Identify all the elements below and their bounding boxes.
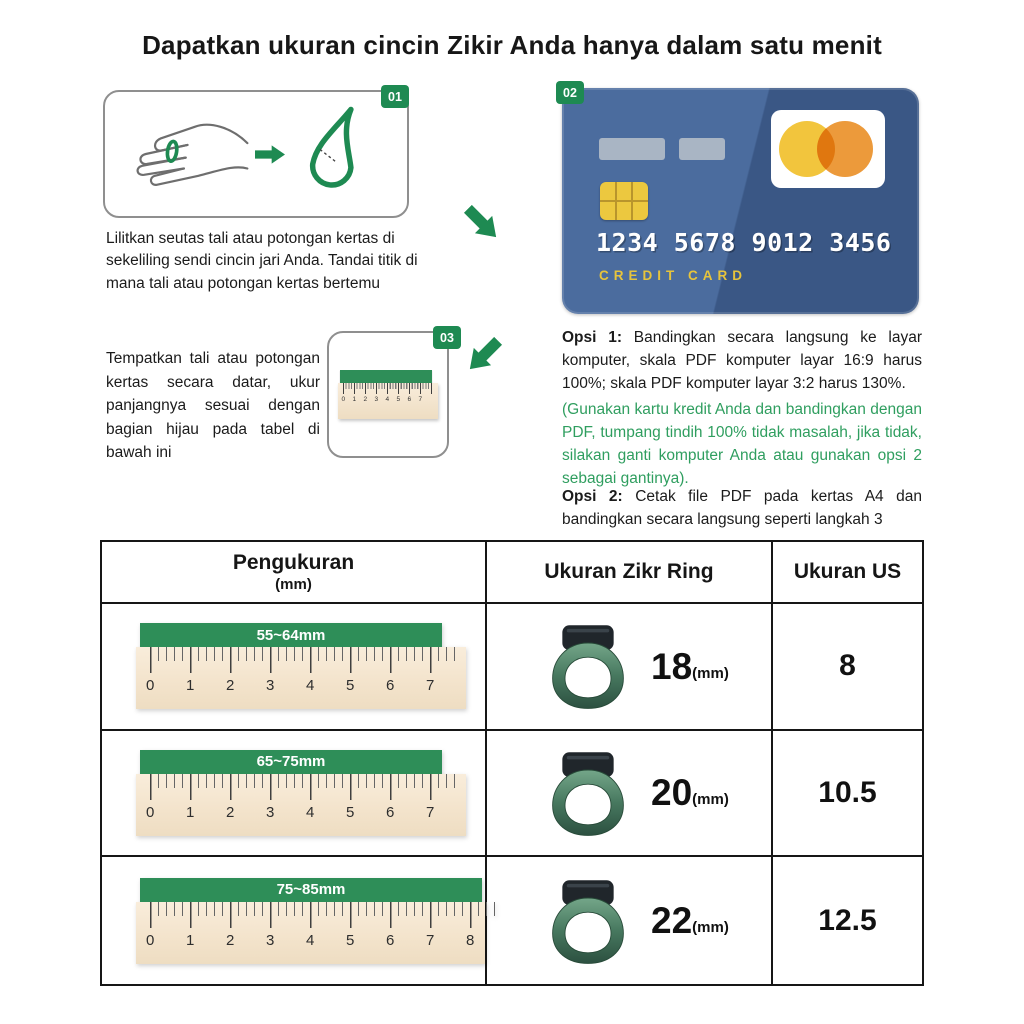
mini-ruler-illustration (338, 370, 438, 419)
table-header-ring-size (487, 542, 773, 604)
card-number: 1234 5678 9012 3456 (596, 228, 892, 257)
hand-illustration (115, 108, 251, 200)
measurement-cell-row2 (102, 731, 487, 858)
range-bar: 75~85mm (140, 878, 482, 902)
header-us-size-label: Ukuran US (793, 560, 902, 583)
option1-note: (Gunakan kartu kredit Anda dan bandingkan dengan PDF, tumpang tindih 100% tidak masalah, jika tidak, silakan ganti komputer Anda atau gunakan opsi 2 sebagai gantinya). (562, 401, 922, 487)
measurement-cell-row3 (102, 857, 487, 984)
card-stripe (679, 138, 725, 160)
size-table (100, 540, 924, 986)
ring-size-unit: (mm) (692, 791, 729, 809)
zikr-ring-image (539, 620, 637, 712)
ring-size-mm: 18 (651, 645, 693, 687)
mini-ruler-body (338, 383, 438, 419)
header-measurement-label: Pengukuran (232, 551, 355, 574)
card-chip-icon (600, 182, 648, 220)
ruler-numbers: 0 1 2 3 4 5 6 7 (146, 677, 435, 695)
ring-size-mm: 22 (651, 900, 693, 942)
ruler-numbers: 0 1 2 3 4 5 6 7 8 (146, 931, 475, 949)
option1-text (562, 327, 922, 396)
option2-text (562, 486, 922, 532)
page-title: Dapatkan ukuran cincin Zikir Anda hanya dalam satu menit (142, 30, 882, 60)
ruler-ticks (150, 774, 456, 800)
option2-label: Opsi 2: (562, 488, 623, 505)
ruler-ticks (150, 647, 456, 673)
ruler-body (136, 902, 485, 964)
us-size-value: 10.5 (818, 775, 877, 809)
ruler-illustration (136, 878, 485, 964)
ring-size-mm: 20 (651, 772, 693, 814)
range-bar: 55~64mm (140, 623, 442, 647)
ring-size (651, 645, 729, 687)
ruler-illustration (136, 623, 466, 709)
ring-size-cell-row2 (487, 731, 773, 858)
ring-size-cell-row3 (487, 857, 773, 984)
ring-size (651, 900, 729, 942)
us-size-cell-row3 (773, 857, 922, 984)
mini-green-bar (340, 370, 432, 383)
arrow-right-icon (255, 145, 285, 164)
us-size-cell-row2 (773, 731, 922, 858)
table-header-measurement (102, 542, 487, 604)
range-bar: 65~75mm (140, 750, 442, 774)
ruler-body (136, 774, 466, 836)
ruler-numbers: 0 1 2 3 4 5 6 7 (146, 803, 435, 821)
zikr-ring-image (539, 747, 637, 839)
credit-card-illustration (562, 85, 919, 314)
step1-illustration-box (103, 90, 409, 218)
us-size-value: 8 (839, 649, 856, 683)
header-measurement-unit: (mm) (275, 576, 312, 593)
ruler-ticks (150, 902, 496, 928)
step3-instruction: Tempatkan tali atau potongan kertas secara datar, ukur panjangnya sesuai dengan bagian hijau pada tabel di bawah ini (106, 350, 320, 462)
arrow-down-right-icon (459, 200, 506, 247)
table-header-us-size (773, 542, 922, 604)
ring-size-cell-row1 (487, 604, 773, 731)
option1-body: Bandingkan secara langsung ke layar komputer, skala PDF komputer layar 16:9 harus 100%; skala PDF komputer layar 3:2 harus 130%. (562, 329, 922, 392)
mastercard-logo-icon (771, 110, 885, 188)
step2-badge: 02 (556, 81, 584, 104)
string-ring-mark (166, 141, 178, 162)
zikr-ring-image (539, 875, 637, 967)
mastercard-orange-circle (817, 121, 873, 177)
ring-size (651, 772, 729, 814)
card-label: CREDIT CARD (599, 268, 747, 283)
ruler-body (136, 647, 466, 709)
ring-size-unit: (mm) (692, 919, 729, 937)
arrow-down-left-icon (461, 332, 508, 379)
option2-body: Cetak file PDF pada kertas A4 dan bandingkan secara langsung seperti langkah 3 (562, 488, 922, 528)
string-loop-illustration (289, 104, 371, 204)
mini-ruler-numbers: 0 1 2 3 4 5 6 7 (341, 396, 423, 403)
us-size-cell-row1 (773, 604, 922, 731)
ruler-illustration (136, 750, 466, 836)
step3-illustration-box (327, 330, 454, 458)
mini-ruler-ticks (343, 383, 433, 394)
card-stripe (599, 138, 665, 160)
measurement-cell-row1 (102, 604, 487, 731)
header-ring-size-label: Ukuran Zikr Ring (544, 560, 714, 583)
step1-instruction: Lilitkan seutas tali atau potongan kertas di sekeliling sendi cincin jari Anda. Tandai titik di mana tali atau potongan kertas bertemu (106, 230, 418, 292)
meeting-point-dashes (320, 149, 336, 162)
step3-badge: 03 (433, 326, 461, 349)
option1-label: Opsi 1: (562, 329, 622, 346)
us-size-value: 12.5 (818, 903, 877, 937)
ring-size-unit: (mm) (692, 664, 729, 682)
step1-badge: 01 (381, 85, 409, 108)
